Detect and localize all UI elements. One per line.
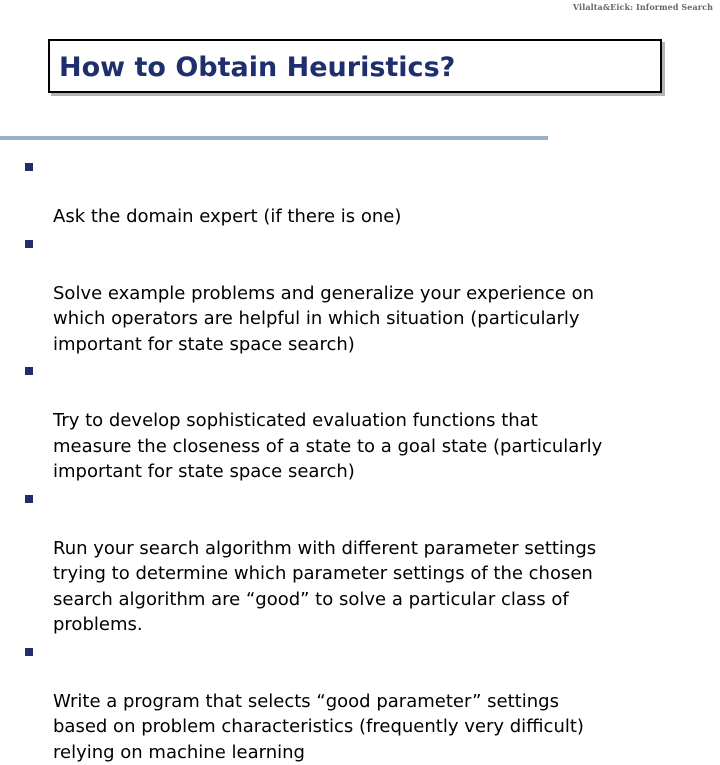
bullet-item [20, 638, 700, 765]
header-note: Vilalta&Eick: Informed Search [573, 2, 713, 12]
square-bullet-icon [25, 240, 33, 248]
bullet-text: Write a program that selects “good parameter” settings based on problem characteristics (frequently very difficult) relying on machine learning [53, 691, 584, 763]
bullet-item [20, 153, 700, 230]
bullet-item [20, 230, 700, 358]
square-bullet-icon [25, 367, 33, 375]
square-bullet-icon [25, 163, 33, 171]
bullet-text: Try to develop sophisticated evaluation functions that measure the closeness of a state to a goal state (particularly important for state space search) [53, 410, 602, 482]
bullet-item [20, 485, 700, 638]
bullet-item [20, 357, 700, 485]
divider-bar [0, 136, 548, 140]
slide-title: How to Obtain Heuristics? [59, 52, 455, 83]
square-bullet-icon [25, 495, 33, 503]
bullet-text: Ask the domain expert (if there is one) [53, 206, 401, 227]
square-bullet-icon [25, 648, 33, 656]
bullet-list [20, 153, 700, 765]
bullet-text: Run your search algorithm with different parameter settings trying to determine which parameter settings of the chosen search algorithm are “good” to solve a particular class of problems. [53, 538, 596, 636]
title-box [48, 39, 662, 93]
bullet-text: Solve example problems and generalize your experience on which operators are helpful in which situation (particularly important for state space search) [53, 283, 594, 355]
